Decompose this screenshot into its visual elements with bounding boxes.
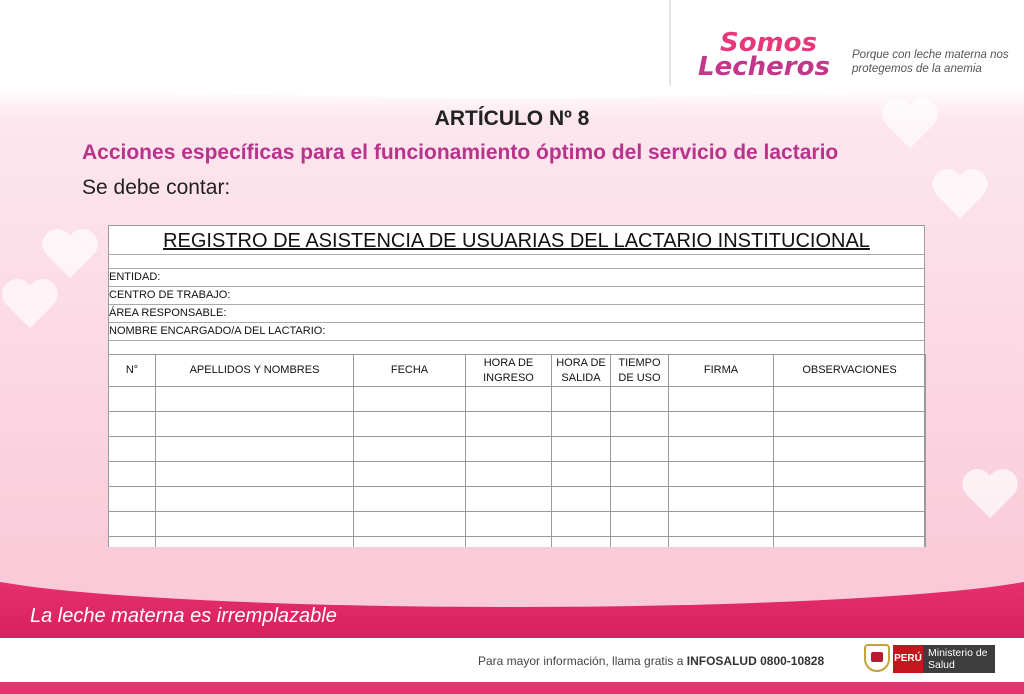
table-cell [354,487,466,512]
table-cell [354,387,466,412]
table-cell [156,437,354,462]
attendance-table [108,354,926,562]
infosalud-info [478,654,824,668]
table-cell [156,512,354,537]
form-divider [109,268,924,269]
table-cell [611,437,669,462]
table-cell [669,412,774,437]
table-cell [774,387,926,412]
table-cell [774,462,926,487]
table-row [109,512,926,537]
table-cell [774,512,926,537]
table-cell [552,387,611,412]
form-divider [109,286,924,287]
field-centro-trabajo: CENTRO DE TRABAJO: [109,289,231,301]
heart-decoration [930,170,990,224]
table-cell [466,387,552,412]
table-cell [774,412,926,437]
table-row [109,462,926,487]
form-divider [109,322,924,323]
table-body [109,387,926,562]
footer-bar [0,682,1024,694]
table-cell [156,387,354,412]
table-cell [109,412,156,437]
table-cell [109,462,156,487]
table-cell [466,512,552,537]
table-cell [774,487,926,512]
ministry-badge: Ministerio de Salud [923,645,995,673]
table-cell [466,437,552,462]
table-row [109,437,926,462]
column-header-notes: OBSERVACIONES [774,355,926,387]
heart-decoration [40,230,100,284]
table-cell [611,412,669,437]
table-cell [552,487,611,512]
table-cell [774,437,926,462]
field-nombre-encargado: NOMBRE ENCARGADO/A DEL LACTARIO: [109,325,326,337]
attendance-form [108,225,925,561]
table-cell [354,462,466,487]
peru-shield-icon [864,644,890,672]
somos-lecheros-logo [696,28,836,86]
heart-decoration [960,470,1020,524]
column-header-names: APELLIDOS Y NOMBRES [156,355,354,387]
table-cell [669,487,774,512]
info-prefix: Para mayor información, llama gratis a [478,654,684,668]
table-cell [466,412,552,437]
form-title: REGISTRO DE ASISTENCIA DE USUARIAS DEL LACTARIO INSTITUCIONAL [163,230,870,252]
table-cell [669,387,774,412]
table-cell [552,437,611,462]
logo-text-line2: Lecheros [698,52,830,82]
slogan: La leche materna es irremplazable [30,605,337,627]
header-divider [669,0,671,86]
table-cell [611,487,669,512]
peru-badge: PERÚ [893,645,923,673]
column-header-exit-time: HORA DE SALIDA [552,355,611,387]
table-cell [552,412,611,437]
table-cell [109,387,156,412]
campaign-tagline: Porque con leche materna nos protegemos de la anemia [852,49,1009,75]
table-row [109,387,926,412]
logo-text-line1: Somos [720,28,818,58]
column-header-number: N° [109,355,156,387]
table-cell [611,462,669,487]
table-cell [552,512,611,537]
table-cell [611,512,669,537]
table-cell [354,437,466,462]
infosalud-number: INFOSALUD 0800-10828 [686,654,825,668]
form-divider [109,304,924,305]
table-cell [354,412,466,437]
field-entidad: ENTIDAD: [109,271,161,283]
table-header-row [109,355,926,387]
table-cell [669,437,774,462]
column-header-entry-time: HORA DE INGRESO [466,355,552,387]
column-header-date: FECHA [354,355,466,387]
table-cell [669,512,774,537]
table-cell [466,462,552,487]
article-subtitle: Acciones específicas para el funcionamiento óptimo del servicio de lactario [82,141,839,164]
table-row [109,487,926,512]
article-title: ARTÍCULO Nº 8 [434,107,590,130]
field-area-responsable: ÁREA RESPONSABLE: [109,307,227,319]
table-cell [109,437,156,462]
column-header-signature: FIRMA [669,355,774,387]
form-divider [109,340,924,341]
table-cell [611,387,669,412]
table-cell [552,462,611,487]
form-divider [109,254,924,255]
table-cell [109,487,156,512]
heart-decoration [0,280,60,334]
column-header-usage-time: TIEMPO DE USO [611,355,669,387]
table-cell [156,412,354,437]
table-cell [354,512,466,537]
table-cell [669,462,774,487]
table-cell [109,512,156,537]
table-cell [156,462,354,487]
table-row [109,412,926,437]
article-intro: Se debe contar: [82,176,231,199]
table-cell [156,487,354,512]
table-cell [466,487,552,512]
